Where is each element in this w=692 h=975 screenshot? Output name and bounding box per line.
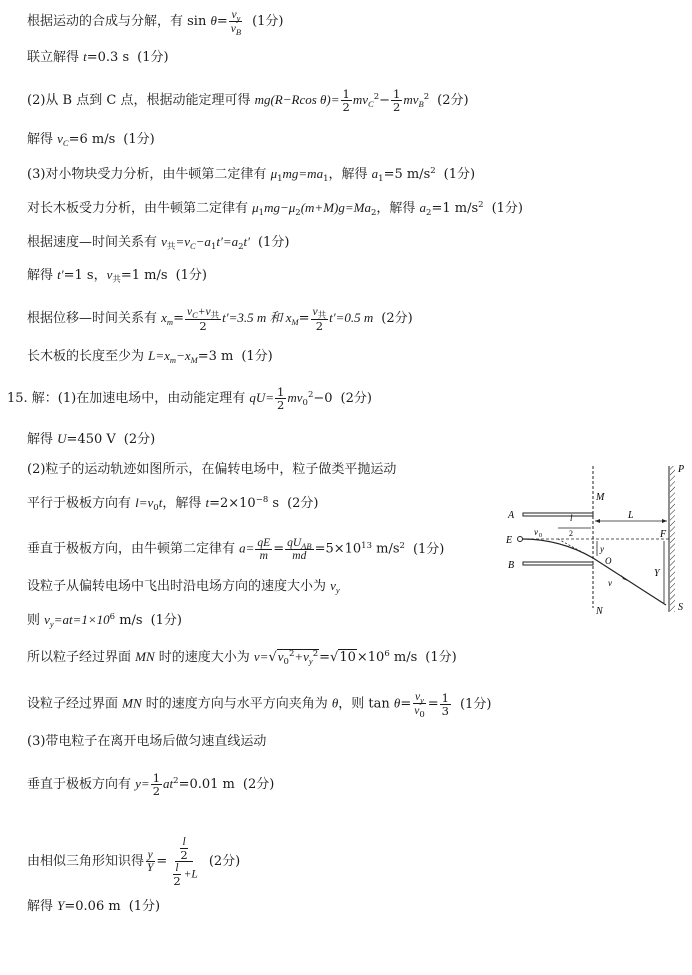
fraction: $\frac{v_C+v_共}{2}$ bbox=[186, 306, 220, 333]
fraction: $\frac{1}{2}$ bbox=[342, 87, 350, 114]
source-O bbox=[518, 537, 523, 542]
text: 设粒子从偏转电场中飞出时沿电场方向的速度大小为 bbox=[27, 579, 331, 594]
plate-A bbox=[523, 513, 593, 516]
text: 所以粒子经过界面 bbox=[27, 650, 136, 665]
sub: C bbox=[62, 138, 69, 148]
text: (3)带电粒子在离开电场后做匀速直线运动 bbox=[27, 734, 267, 749]
text: 根据速度—时间关系有 bbox=[27, 235, 162, 250]
label-M: M bbox=[596, 492, 605, 503]
sqrt: $v_0^2+v_y^2$ bbox=[277, 649, 319, 667]
text: =0.3 s bbox=[86, 50, 130, 65]
line-trajectory bbox=[27, 461, 396, 479]
fraction: $\frac{qE}{m}$ bbox=[257, 536, 271, 562]
text: 15. 解：(1)在加速电场中，由动能定理有 bbox=[7, 391, 250, 406]
sub: B bbox=[418, 99, 424, 109]
score: (1分) bbox=[252, 14, 284, 29]
var: v bbox=[57, 131, 63, 146]
score: (1分) bbox=[491, 201, 523, 216]
label-N: N bbox=[596, 606, 603, 617]
score: (2分) bbox=[437, 93, 469, 108]
L-arrow-left bbox=[595, 519, 600, 523]
text: 平行于极板方向有 bbox=[27, 496, 136, 511]
label-S: S bbox=[678, 602, 683, 613]
num: v bbox=[231, 9, 237, 21]
label-L: L bbox=[628, 510, 634, 521]
plate-B bbox=[523, 562, 593, 565]
score: (2分) bbox=[287, 496, 319, 511]
line-uniform-motion bbox=[27, 733, 266, 751]
line-solve-vc bbox=[27, 130, 155, 149]
line-kinetic-theorem bbox=[27, 88, 469, 113]
text: 解得 bbox=[27, 432, 58, 447]
text: 根据位移—时间关系有 bbox=[27, 311, 162, 326]
score: (1分) bbox=[128, 899, 161, 914]
fraction: $\frac{y}{Y}$ bbox=[147, 849, 154, 874]
score: (1分) bbox=[123, 132, 155, 147]
sqrt: 10 bbox=[339, 650, 356, 665]
text: 则 bbox=[27, 613, 45, 628]
text: 解得 bbox=[27, 132, 58, 147]
label-E: E bbox=[506, 535, 513, 546]
fraction: $\frac{qU_{AB}}{md}$ bbox=[287, 537, 312, 562]
lhs: mg(R−Rcos θ)= bbox=[254, 92, 340, 107]
label-l: l bbox=[570, 513, 573, 523]
score: (2分) bbox=[381, 311, 413, 326]
score: (2分) bbox=[208, 854, 241, 869]
minus: − bbox=[379, 93, 391, 108]
line-block-force: (3)对小物块受力分析，由牛顿第二定律有 $\mu_1mg=ma_1$，解得 $a_1=5$ $m/s^2$ (1分) bbox=[27, 166, 476, 184]
label-Y: Y bbox=[654, 568, 660, 579]
label-v0: v bbox=[534, 527, 538, 537]
sub: B bbox=[235, 27, 242, 37]
label-v: v bbox=[608, 578, 612, 588]
score: (1分) bbox=[137, 50, 169, 65]
compound-fraction: $\frac{l}{2}$ $\frac{l}{2}$ +L bbox=[173, 836, 198, 888]
text: (2)从 B 点到 C 点，根据动能定理可得 bbox=[27, 93, 255, 108]
label-F: F bbox=[660, 529, 667, 540]
text: 设粒子经过界面 bbox=[27, 696, 123, 712]
line-angle-MN: 设粒子经过界面 MN 时的速度方向与水平方向夹角为 θ，则 tan θ= $\frac{v_y}{v_0}$ = $\frac{1}{3}$ (1分) bbox=[27, 690, 492, 720]
sup: 2 bbox=[373, 92, 380, 102]
label-B: B bbox=[508, 560, 515, 571]
fraction: $\frac{v_共}{2}$ bbox=[312, 306, 327, 333]
sub: y bbox=[236, 13, 241, 23]
line-similar-triangle: 由相似三角形知识得 $\frac{y}{Y}$ = $\frac{l}{2}$ $\frac{l}{2}$ +L (2分) bbox=[27, 836, 241, 888]
line-sin-theta bbox=[27, 8, 284, 35]
label-P: P bbox=[678, 464, 685, 475]
line-solve-t bbox=[27, 48, 169, 67]
label-2: 2 bbox=[569, 529, 573, 538]
score: (1分) bbox=[459, 696, 492, 712]
line-y-value: 垂直于极板方向有 y= $\frac{1}{2}$ $at^2=0.01$ m (2分) bbox=[27, 771, 275, 798]
term: mv bbox=[403, 92, 419, 107]
label-v0-sub: 0 bbox=[539, 533, 542, 539]
sub: C bbox=[368, 99, 374, 109]
line-speed-MN: 所以粒子经过界面 MN 时的速度大小为 $v=√v_0^2+v_y^2=√10\times 10^6$ m/s (1分) bbox=[27, 649, 457, 667]
score: (1分) bbox=[175, 268, 207, 283]
score: (1分) bbox=[443, 167, 476, 182]
fraction: $\frac{1}{3}$ bbox=[441, 690, 449, 718]
label-y: y bbox=[600, 544, 604, 554]
extension-line bbox=[558, 539, 593, 558]
den: v bbox=[230, 23, 236, 35]
line-board-length: 长木板的长度至少为 $L=x_m-x_M=3$ m (1分) bbox=[27, 348, 273, 365]
text: 垂直于极板方向，由牛顿第二定律有 bbox=[27, 541, 240, 557]
trajectory-curve bbox=[522, 539, 593, 558]
score: (2分) bbox=[340, 391, 372, 406]
text: (2)粒子的运动轨迹如图所示，在偏转电场中，粒子做类平抛运动 bbox=[27, 462, 397, 477]
line-vy-value: 则 $v_y=at=1\times 10^6$ m/s (1分) bbox=[27, 612, 182, 629]
text: 对长木板受力分析，由牛顿第二定律有 bbox=[27, 201, 253, 216]
text: 垂直于极板方向有 bbox=[27, 777, 136, 792]
line-perpendicular-newton: 垂直于极板方向，由牛顿第二定律有 a= $\frac{qE}{m}$ = $\frac{qU_{AB}}{md}$ $=5\times 10^{13}$ $m/s^2$ (1分) bbox=[27, 536, 445, 562]
text: =6 m/s bbox=[68, 132, 116, 147]
line-displacement-time: 根据位移—时间关系有 $x_m=$ $\frac{v_C+v_共}{2}$ t′=3.5 m 和 $x_M=$ $\frac{v_共}{2}$ t′=0.5 m (2分) bbox=[27, 306, 413, 333]
score: (1分) bbox=[241, 349, 273, 364]
score: (1分) bbox=[150, 613, 182, 628]
L-arrow-right bbox=[662, 519, 667, 523]
line-solve-U: 解得 U=450 V (2分) bbox=[27, 431, 156, 447]
fraction: $\frac{v_y}{v_0}$ bbox=[414, 691, 425, 720]
line-solve-Y: 解得 Y=0.06 m (1分) bbox=[27, 898, 161, 914]
text: 长木板的长度至少为 bbox=[27, 349, 149, 364]
label-O: O bbox=[605, 556, 612, 566]
line-vy-def: 设粒子从偏转电场中飞出时沿电场方向的速度大小为 $v_y$ bbox=[27, 578, 340, 595]
screen-hatch bbox=[670, 466, 675, 612]
score: (1分) bbox=[425, 650, 457, 665]
text: 由相似三角形知识得 bbox=[27, 854, 145, 869]
text: 解得 bbox=[27, 899, 58, 914]
text: 解得 bbox=[27, 268, 58, 283]
theta: θ bbox=[210, 13, 217, 28]
term: mv bbox=[352, 92, 369, 107]
text: 根据运动的合成与分解，有 sin bbox=[27, 14, 211, 29]
deflection-diagram bbox=[500, 458, 690, 618]
line-parallel: 平行于极板方向有 $l=v_0t$，解得 $t=2\times 10^{-8}$ s (2分) bbox=[27, 495, 319, 513]
fraction: $\frac{1}{2}$ bbox=[277, 385, 285, 412]
fraction bbox=[229, 8, 243, 35]
eq: = bbox=[216, 14, 228, 29]
label-A: A bbox=[508, 510, 515, 521]
score: (2分) bbox=[123, 432, 156, 447]
line-board-force: 对长木板受力分析，由牛顿第二定律有 $\mu_1mg-\mu_2(m+M)g=Ma_2$，解得 $a_2=1$ $m/s^2$ (1分) bbox=[27, 200, 523, 218]
score: (1分) bbox=[257, 235, 290, 250]
trajectory-line bbox=[593, 558, 666, 605]
text: (3)对小物块受力分析，由牛顿第二定律有 bbox=[27, 167, 271, 182]
line-solve-common: 解得 t′=1 s，$v_共=1$ m/s (1分) bbox=[27, 267, 207, 285]
line-q15-accel-field: 15. 解：(1)在加速电场中，由动能定理有 qU= $\frac{1}{2}$ $mv_0^2-0$ (2分) bbox=[7, 385, 372, 412]
text: 联立解得 bbox=[27, 50, 84, 65]
score: (1分) bbox=[412, 541, 445, 557]
fraction: $\frac{1}{2}$ bbox=[152, 771, 161, 798]
fraction: $\frac{1}{2}$ bbox=[393, 87, 401, 114]
line-velocity-time: 根据速度—时间关系有 $v_共=v_C-a_1t'=a_2t'$ (1分) bbox=[27, 234, 290, 252]
score: (2分) bbox=[242, 777, 275, 792]
var: t bbox=[83, 49, 87, 64]
sup: 2 bbox=[423, 92, 430, 102]
